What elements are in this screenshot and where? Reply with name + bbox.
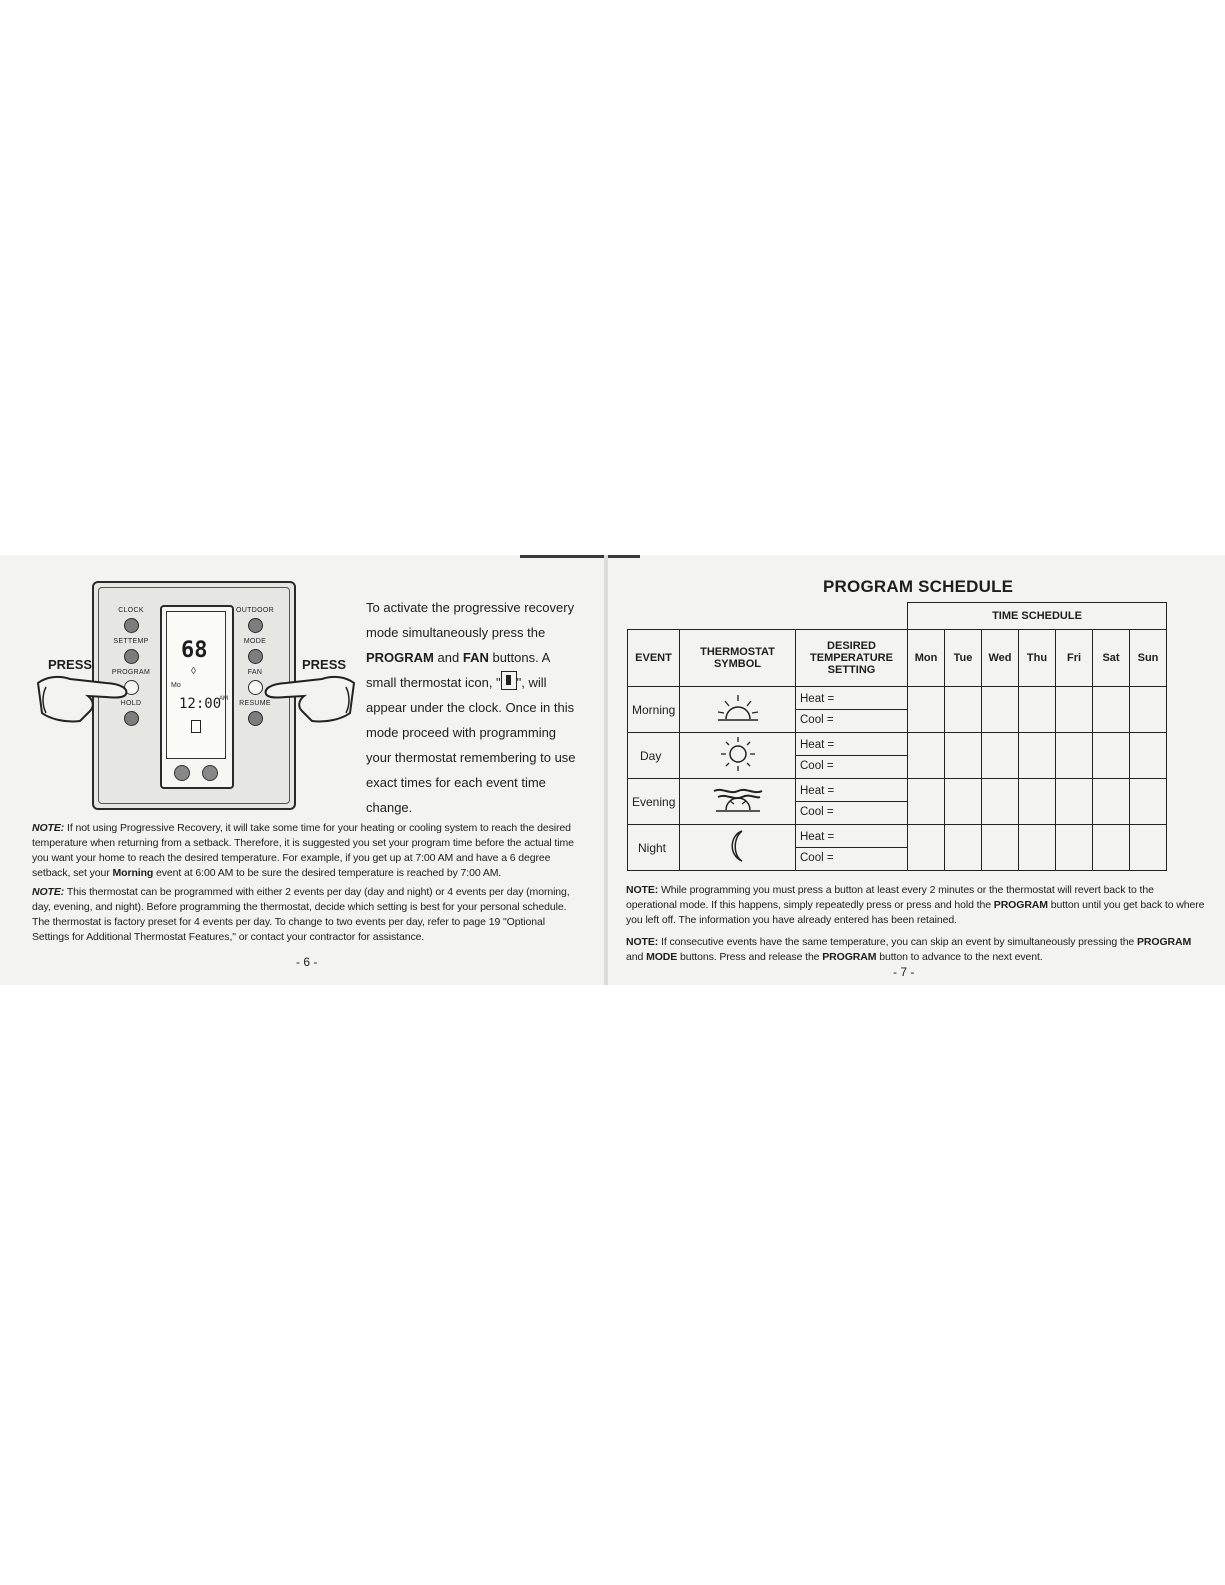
table-row (628, 687, 1167, 733)
day-header-sun: Sun (1130, 630, 1167, 687)
schedule-cell (1019, 779, 1056, 825)
intro-and: and (437, 650, 460, 665)
program-label: PROGRAM (111, 669, 151, 676)
header-spacer (628, 603, 908, 630)
schedule-cell (982, 687, 1019, 733)
event-day: Day (628, 733, 680, 779)
temperature-header-text: DESIRED TEMPERATURE SETTING (810, 640, 893, 676)
heat-setting: Heat = (800, 785, 835, 797)
progressive-recovery-instructions (366, 595, 581, 820)
events-note-text: This thermostat can be programmed with either 2 events per day (day and night) or 4 events per day (morning, day, evening, and night). Before programming the thermostat, decide which setting is best for your personal schedule. The thermostat is factory preset for 4 events per day. To change to two events per day, refer to page 19 "Optional Settings for Additional Thermostat Features," or contact your contractor for assistance. (32, 886, 570, 943)
day-header-wed: Wed (982, 630, 1019, 687)
clock-button-icon (124, 618, 139, 633)
day-header-sat: Sat (1093, 630, 1130, 687)
heat-setting: Heat = (800, 693, 835, 705)
day-header-thu: Thu (1019, 630, 1056, 687)
note-label: NOTE: (32, 822, 65, 834)
page-left (0, 555, 608, 985)
schedule-cell (908, 733, 945, 779)
note-label: NOTE: (626, 936, 659, 948)
schedule-cell (982, 733, 1019, 779)
timeout-note (626, 883, 1206, 928)
schedule-cell (982, 779, 1019, 825)
manual-spread (0, 555, 1225, 985)
program-schedule-table (627, 602, 1167, 871)
schedule-cell (1130, 687, 1167, 733)
outdoor-button-icon (248, 618, 263, 633)
settemp-label: SETTEMP (113, 638, 149, 645)
schedule-cell (908, 687, 945, 733)
moon-icon (718, 827, 758, 865)
note-label: NOTE: (32, 886, 65, 898)
intro-text-3: ", will appear under the clock. Once in this mode proceed with programming your thermostat remembering to use exact times for each event time change. (366, 675, 576, 815)
intro-program-bold: PROGRAM (366, 650, 434, 665)
knob-right-icon (202, 765, 218, 781)
cool-setting: Cool = (796, 847, 907, 868)
program-bold: PROGRAM (993, 899, 1048, 911)
clock-label: CLOCK (118, 607, 144, 614)
event-night: Night (628, 825, 680, 871)
mode-bold: MODE (646, 951, 678, 963)
thermostat-display (160, 605, 234, 789)
schedule-cell (1019, 825, 1056, 871)
schedule-cell (945, 733, 982, 779)
day-header-mon: Mon (908, 630, 945, 687)
resume-label: RESUME (239, 700, 271, 707)
schedule-cell (1093, 779, 1130, 825)
timeout-note-text-1: While programming you must press a button at least every 2 minutes or the thermostat will revert back to the operational mode. If this happens, simply repeatedly press or press and hold the (626, 884, 1154, 911)
cool-setting: Cool = (796, 801, 907, 822)
symbol-header-text: THERMOSTAT SYMBOL (700, 646, 775, 670)
page-number-right: - 7 - (893, 965, 915, 979)
intro-text-1: To activate the progressive recovery mode simultaneously press the (366, 600, 575, 640)
hold-label: HOLD (120, 700, 142, 707)
page-number-left: - 6 - (296, 955, 318, 969)
sun-icon (718, 735, 758, 773)
sunrise-icon (713, 691, 763, 725)
press-left-label: PRESS (48, 657, 93, 672)
recovery-note-text-1: If not using Progressive Recovery, it will take some time for your heating or cooling system to reach the desired temperature when returning from a setback. Therefore, it is suggested you set your program time before the actual time you want your home to reach the desired temperature. For example, if you get up at 7:00 AM and have a 6 degree setback, set your (32, 822, 574, 879)
program-bold: PROGRAM (1137, 936, 1192, 948)
thermostat-icon (501, 671, 517, 690)
lcd-temperature: 68 (181, 638, 208, 663)
temperature-cell (796, 825, 908, 871)
symbol-header (680, 630, 796, 687)
recovery-note (32, 821, 582, 881)
schedule-cell (908, 825, 945, 871)
intro-text-2: buttons. A small thermostat icon, " (366, 650, 550, 690)
schedule-cell (1019, 687, 1056, 733)
heat-setting: Heat = (800, 739, 835, 751)
temperature-cell (796, 779, 908, 825)
schedule-cell (1019, 733, 1056, 779)
fan-label: FAN (247, 669, 263, 676)
schedule-cell (1093, 733, 1130, 779)
temperature-cell (796, 687, 908, 733)
recovery-note-text-2: event at 6:00 AM to be sure the desired temperature is reached by 7:00 AM. (156, 867, 502, 879)
lcd-time: 12:00 (179, 696, 222, 712)
skip-note-text-3: button to advance to the next event. (879, 951, 1043, 963)
schedule-cell (1056, 733, 1093, 779)
program-bold: PROGRAM (822, 951, 877, 963)
schedule-cell (982, 825, 1019, 871)
cool-setting: Cool = (796, 755, 907, 776)
skip-note-and: and (626, 951, 644, 963)
schedule-cell (1056, 687, 1093, 733)
event-header: EVENT (628, 630, 680, 687)
heat-setting: Heat = (800, 831, 835, 843)
skip-note-text-2: buttons. Press and release the (680, 951, 820, 963)
sunset-icon (708, 783, 768, 817)
events-note (32, 885, 582, 945)
recovery-thermostat-icon (191, 720, 201, 733)
day-header-tue: Tue (945, 630, 982, 687)
outdoor-label: OUTDOOR (236, 607, 274, 614)
schedule-cell (1093, 825, 1130, 871)
table-row (628, 733, 1167, 779)
schedule-cell (1130, 733, 1167, 779)
flame-icon: ◊ (191, 666, 196, 677)
cool-setting: Cool = (796, 709, 907, 730)
day-header-fri: Fri (1056, 630, 1093, 687)
schedule-cell (1056, 825, 1093, 871)
table-row (628, 825, 1167, 871)
settemp-button-icon (124, 649, 139, 664)
table-row (628, 779, 1167, 825)
skip-note-text-1: If consecutive events have the same temperature, you can skip an event by simultaneously pressing the (661, 936, 1135, 948)
temperature-header (796, 630, 908, 687)
temperature-cell (796, 733, 908, 779)
lcd-screen (166, 611, 226, 759)
schedule-cell (1056, 779, 1093, 825)
schedule-cell (1130, 825, 1167, 871)
right-hand-icon (256, 673, 356, 725)
intro-fan-bold: FAN (462, 650, 489, 665)
lcd-day: Mo (171, 682, 181, 689)
program-schedule-title: PROGRAM SCHEDULE (823, 577, 1014, 596)
schedule-cell (945, 825, 982, 871)
page-right (608, 555, 1225, 985)
timeout-note-text-2: button until you get back to where you left off. The information you have already entered has been retained. (626, 899, 1205, 926)
event-evening: Evening (628, 779, 680, 825)
schedule-cell (945, 779, 982, 825)
schedule-cell (908, 779, 945, 825)
knob-left-icon (174, 765, 190, 781)
symbol-cell (680, 687, 796, 733)
skip-event-note (626, 935, 1206, 965)
schedule-cell (1093, 687, 1130, 733)
symbol-cell (680, 779, 796, 825)
schedule-cell (945, 687, 982, 733)
mode-label: MODE (243, 638, 267, 645)
note-label: NOTE: (626, 884, 659, 896)
left-hand-icon (36, 673, 132, 725)
event-morning: Morning (628, 687, 680, 733)
symbol-cell (680, 825, 796, 871)
time-schedule-header: TIME SCHEDULE (908, 603, 1167, 630)
morning-bold: Morning (112, 867, 154, 879)
press-right-label: PRESS (302, 657, 347, 672)
symbol-cell (680, 733, 796, 779)
schedule-cell (1130, 779, 1167, 825)
mode-button-icon (248, 649, 263, 664)
lcd-ampm: AM (219, 696, 228, 702)
